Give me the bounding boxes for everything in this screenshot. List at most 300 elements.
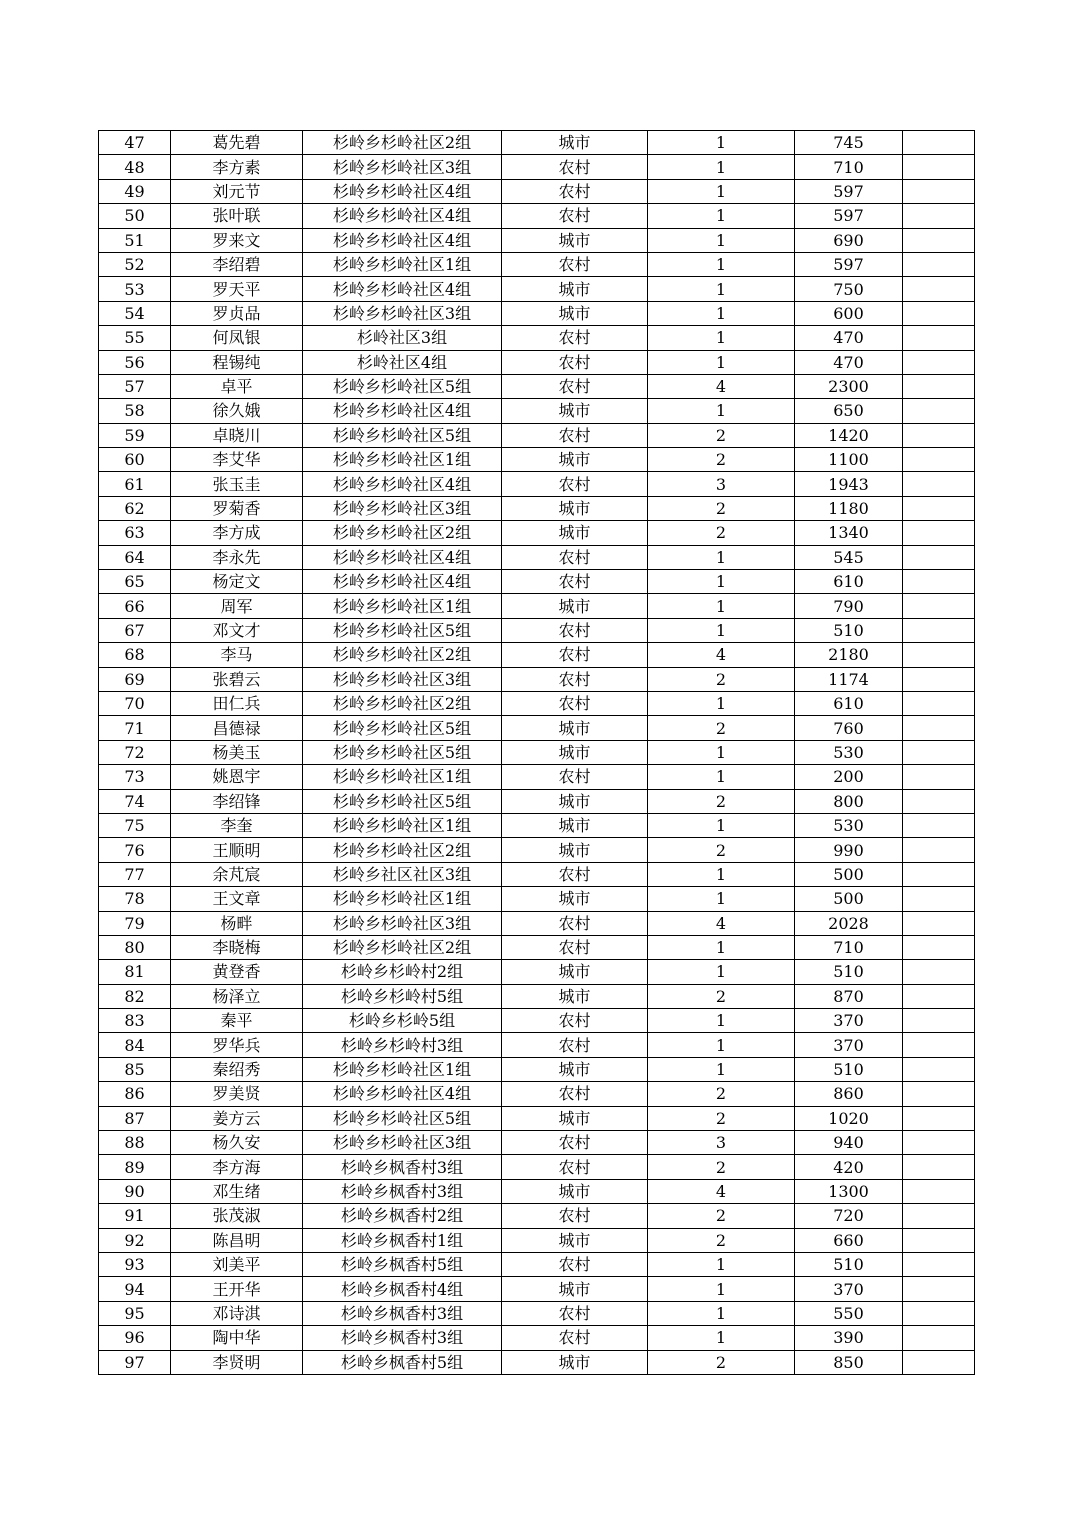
row-number-cell: 91 <box>99 1204 171 1228</box>
name-cell: 陈昌明 <box>171 1228 303 1252</box>
household-type-cell: 城市 <box>502 740 648 764</box>
address-cell: 杉岭乡杉岭社区3组 <box>303 1131 502 1155</box>
row-number-cell: 83 <box>99 1009 171 1033</box>
name-cell: 杨久安 <box>171 1131 303 1155</box>
name-cell: 刘元节 <box>171 179 303 203</box>
table-row <box>99 1350 975 1374</box>
address-cell: 杉岭乡枫香村5组 <box>303 1252 502 1276</box>
name-cell: 葛先碧 <box>171 131 303 155</box>
amount-cell: 790 <box>795 594 903 618</box>
row-number-cell: 64 <box>99 545 171 569</box>
name-cell: 罗贞品 <box>171 301 303 325</box>
row-number-cell: 53 <box>99 277 171 301</box>
row-number-cell: 68 <box>99 643 171 667</box>
remark-cell <box>903 1179 975 1203</box>
household-type-cell: 农村 <box>502 691 648 715</box>
remark-cell <box>903 545 975 569</box>
household-type-cell: 农村 <box>502 1204 648 1228</box>
table-row <box>99 789 975 813</box>
row-number-cell: 67 <box>99 618 171 642</box>
household-type-cell: 农村 <box>502 204 648 228</box>
remark-cell <box>903 179 975 203</box>
amount-cell: 1943 <box>795 472 903 496</box>
household-type-cell: 城市 <box>502 1106 648 1130</box>
person-count-cell: 2 <box>648 667 795 691</box>
person-count-cell: 1 <box>648 350 795 374</box>
amount-cell: 470 <box>795 326 903 350</box>
address-cell: 杉岭乡枫香村2组 <box>303 1204 502 1228</box>
amount-cell: 550 <box>795 1301 903 1325</box>
remark-cell <box>903 350 975 374</box>
household-type-cell: 农村 <box>502 643 648 667</box>
table-row <box>99 1204 975 1228</box>
row-number-cell: 52 <box>99 252 171 276</box>
name-cell: 张碧云 <box>171 667 303 691</box>
name-cell: 王顺明 <box>171 838 303 862</box>
household-type-cell: 农村 <box>502 179 648 203</box>
amount-cell: 500 <box>795 887 903 911</box>
address-cell: 杉岭乡杉岭社区1组 <box>303 887 502 911</box>
household-type-cell: 城市 <box>502 521 648 545</box>
person-count-cell: 1 <box>648 326 795 350</box>
person-count-cell: 1 <box>648 179 795 203</box>
remark-cell <box>903 740 975 764</box>
amount-cell: 370 <box>795 1009 903 1033</box>
amount-cell: 545 <box>795 545 903 569</box>
address-cell: 杉岭乡杉岭社区1组 <box>303 813 502 837</box>
remark-cell <box>903 131 975 155</box>
remark-cell <box>903 399 975 423</box>
person-count-cell: 2 <box>648 1106 795 1130</box>
address-cell: 杉岭乡杉岭社区4组 <box>303 399 502 423</box>
household-type-cell: 农村 <box>502 862 648 886</box>
name-cell: 王文章 <box>171 887 303 911</box>
remark-cell <box>903 765 975 789</box>
name-cell: 张茂淑 <box>171 1204 303 1228</box>
amount-cell: 2180 <box>795 643 903 667</box>
remark-cell <box>903 1204 975 1228</box>
name-cell: 张玉圭 <box>171 472 303 496</box>
name-cell: 徐久娥 <box>171 399 303 423</box>
address-cell: 杉岭乡杉岭社区2组 <box>303 691 502 715</box>
remark-cell <box>903 691 975 715</box>
table-row <box>99 472 975 496</box>
table-row <box>99 618 975 642</box>
household-type-cell: 城市 <box>502 496 648 520</box>
name-cell: 李奎 <box>171 813 303 837</box>
amount-cell: 750 <box>795 277 903 301</box>
address-cell: 杉岭乡杉岭社区1组 <box>303 448 502 472</box>
amount-cell: 530 <box>795 813 903 837</box>
person-count-cell: 3 <box>648 1131 795 1155</box>
row-number-cell: 80 <box>99 935 171 959</box>
remark-cell <box>903 1301 975 1325</box>
table-row <box>99 862 975 886</box>
row-number-cell: 94 <box>99 1277 171 1301</box>
remark-cell <box>903 1033 975 1057</box>
address-cell: 杉岭乡杉岭社区2组 <box>303 131 502 155</box>
row-number-cell: 48 <box>99 155 171 179</box>
table-row <box>99 277 975 301</box>
address-cell: 杉岭乡杉岭社区4组 <box>303 228 502 252</box>
address-cell: 杉岭乡枫香村3组 <box>303 1326 502 1350</box>
remark-cell <box>903 935 975 959</box>
remark-cell <box>903 667 975 691</box>
person-count-cell: 4 <box>648 1179 795 1203</box>
table-row <box>99 1301 975 1325</box>
household-type-cell: 农村 <box>502 252 648 276</box>
row-number-cell: 71 <box>99 716 171 740</box>
row-number-cell: 96 <box>99 1326 171 1350</box>
remark-cell <box>903 301 975 325</box>
remark-cell <box>903 1155 975 1179</box>
address-cell: 杉岭乡杉岭社区4组 <box>303 472 502 496</box>
remark-cell <box>903 1228 975 1252</box>
remark-cell <box>903 228 975 252</box>
table-row <box>99 740 975 764</box>
amount-cell: 1174 <box>795 667 903 691</box>
name-cell: 罗美贤 <box>171 1082 303 1106</box>
table-row <box>99 960 975 984</box>
row-number-cell: 66 <box>99 594 171 618</box>
address-cell: 杉岭乡杉岭5组 <box>303 1009 502 1033</box>
address-cell: 杉岭乡杉岭社区3组 <box>303 667 502 691</box>
household-type-cell: 城市 <box>502 228 648 252</box>
household-type-cell: 农村 <box>502 545 648 569</box>
amount-cell: 500 <box>795 862 903 886</box>
row-number-cell: 93 <box>99 1252 171 1276</box>
person-count-cell: 1 <box>648 228 795 252</box>
name-cell: 余芃宸 <box>171 862 303 886</box>
table-row <box>99 1057 975 1081</box>
row-number-cell: 81 <box>99 960 171 984</box>
amount-cell: 850 <box>795 1350 903 1374</box>
household-type-cell: 农村 <box>502 472 648 496</box>
amount-cell: 1340 <box>795 521 903 545</box>
remark-cell <box>903 643 975 667</box>
amount-cell: 610 <box>795 691 903 715</box>
row-number-cell: 49 <box>99 179 171 203</box>
address-cell: 杉岭乡杉岭村3组 <box>303 1033 502 1057</box>
person-count-cell: 1 <box>648 960 795 984</box>
table-row <box>99 1131 975 1155</box>
address-cell: 杉岭乡杉岭社区4组 <box>303 570 502 594</box>
household-type-cell: 农村 <box>502 1082 648 1106</box>
remark-cell <box>903 204 975 228</box>
address-cell: 杉岭乡杉岭社区5组 <box>303 740 502 764</box>
remark-cell <box>903 911 975 935</box>
name-cell: 李贤明 <box>171 1350 303 1374</box>
amount-cell: 1100 <box>795 448 903 472</box>
person-count-cell: 1 <box>648 1009 795 1033</box>
remark-cell <box>903 1277 975 1301</box>
row-number-cell: 63 <box>99 521 171 545</box>
address-cell: 杉岭乡杉岭社区4组 <box>303 1082 502 1106</box>
person-count-cell: 1 <box>648 204 795 228</box>
person-count-cell: 2 <box>648 984 795 1008</box>
address-cell: 杉岭乡杉岭社区5组 <box>303 716 502 740</box>
table-row <box>99 1179 975 1203</box>
remark-cell <box>903 862 975 886</box>
amount-cell: 2028 <box>795 911 903 935</box>
household-type-cell: 城市 <box>502 984 648 1008</box>
person-count-cell: 1 <box>648 277 795 301</box>
name-cell: 王开华 <box>171 1277 303 1301</box>
name-cell: 李绍锋 <box>171 789 303 813</box>
amount-cell: 597 <box>795 179 903 203</box>
name-cell: 李方素 <box>171 155 303 179</box>
person-count-cell: 2 <box>648 789 795 813</box>
remark-cell <box>903 618 975 642</box>
name-cell: 李永先 <box>171 545 303 569</box>
name-cell: 卓平 <box>171 374 303 398</box>
amount-cell: 200 <box>795 765 903 789</box>
table-row <box>99 691 975 715</box>
person-count-cell: 1 <box>648 1033 795 1057</box>
table-row <box>99 667 975 691</box>
table-row <box>99 594 975 618</box>
household-type-cell: 农村 <box>502 570 648 594</box>
table-row <box>99 643 975 667</box>
household-type-cell: 城市 <box>502 716 648 740</box>
name-cell: 罗天平 <box>171 277 303 301</box>
remark-cell <box>903 326 975 350</box>
address-cell: 杉岭乡枫香村5组 <box>303 1350 502 1374</box>
address-cell: 杉岭乡杉岭社区5组 <box>303 789 502 813</box>
row-number-cell: 72 <box>99 740 171 764</box>
row-number-cell: 73 <box>99 765 171 789</box>
table-row <box>99 1009 975 1033</box>
row-number-cell: 86 <box>99 1082 171 1106</box>
household-type-cell: 农村 <box>502 374 648 398</box>
address-cell: 杉岭乡杉岭社区1组 <box>303 252 502 276</box>
name-cell: 杨畔 <box>171 911 303 935</box>
person-count-cell: 2 <box>648 838 795 862</box>
name-cell: 昌德禄 <box>171 716 303 740</box>
row-number-cell: 90 <box>99 1179 171 1203</box>
name-cell: 杨美玉 <box>171 740 303 764</box>
table-body <box>99 131 975 1375</box>
table-row <box>99 204 975 228</box>
table-row <box>99 1106 975 1130</box>
row-number-cell: 77 <box>99 862 171 886</box>
remark-cell <box>903 496 975 520</box>
name-cell: 刘美平 <box>171 1252 303 1276</box>
person-count-cell: 2 <box>648 1228 795 1252</box>
amount-cell: 720 <box>795 1204 903 1228</box>
amount-cell: 860 <box>795 1082 903 1106</box>
row-number-cell: 88 <box>99 1131 171 1155</box>
row-number-cell: 69 <box>99 667 171 691</box>
table-row <box>99 1326 975 1350</box>
amount-cell: 745 <box>795 131 903 155</box>
name-cell: 李艾华 <box>171 448 303 472</box>
remark-cell <box>903 1350 975 1374</box>
name-cell: 秦绍秀 <box>171 1057 303 1081</box>
table-row <box>99 496 975 520</box>
household-type-cell: 农村 <box>502 1301 648 1325</box>
person-count-cell: 3 <box>648 472 795 496</box>
household-type-cell: 城市 <box>502 1350 648 1374</box>
address-cell: 杉岭乡杉岭社区5组 <box>303 1106 502 1130</box>
address-cell: 杉岭乡杉岭社区3组 <box>303 301 502 325</box>
amount-cell: 510 <box>795 1057 903 1081</box>
amount-cell: 800 <box>795 789 903 813</box>
table-row <box>99 1033 975 1057</box>
person-count-cell: 1 <box>648 935 795 959</box>
name-cell: 杨泽立 <box>171 984 303 1008</box>
household-type-cell: 农村 <box>502 326 648 350</box>
person-count-cell: 1 <box>648 301 795 325</box>
person-count-cell: 2 <box>648 423 795 447</box>
household-type-cell: 城市 <box>502 1057 648 1081</box>
name-cell: 姜方云 <box>171 1106 303 1130</box>
row-number-cell: 79 <box>99 911 171 935</box>
person-count-cell: 2 <box>648 1204 795 1228</box>
row-number-cell: 92 <box>99 1228 171 1252</box>
table-row <box>99 1252 975 1276</box>
name-cell: 卓晓川 <box>171 423 303 447</box>
table-row <box>99 1277 975 1301</box>
row-number-cell: 62 <box>99 496 171 520</box>
address-cell: 杉岭乡杉岭社区2组 <box>303 643 502 667</box>
household-type-cell: 城市 <box>502 887 648 911</box>
table-row <box>99 448 975 472</box>
person-count-cell: 2 <box>648 1082 795 1106</box>
amount-cell: 420 <box>795 1155 903 1179</box>
row-number-cell: 54 <box>99 301 171 325</box>
address-cell: 杉岭乡杉岭社区5组 <box>303 374 502 398</box>
remark-cell <box>903 521 975 545</box>
row-number-cell: 55 <box>99 326 171 350</box>
address-cell: 杉岭乡杉岭社区1组 <box>303 765 502 789</box>
name-cell: 杨定文 <box>171 570 303 594</box>
person-count-cell: 4 <box>648 643 795 667</box>
row-number-cell: 87 <box>99 1106 171 1130</box>
row-number-cell: 61 <box>99 472 171 496</box>
amount-cell: 370 <box>795 1033 903 1057</box>
person-count-cell: 1 <box>648 740 795 764</box>
name-cell: 何凤银 <box>171 326 303 350</box>
amount-cell: 610 <box>795 570 903 594</box>
address-cell: 杉岭乡杉岭社区5组 <box>303 618 502 642</box>
remark-cell <box>903 1326 975 1350</box>
household-type-cell: 城市 <box>502 277 648 301</box>
amount-cell: 1420 <box>795 423 903 447</box>
amount-cell: 2300 <box>795 374 903 398</box>
address-cell: 杉岭乡杉岭社区4组 <box>303 545 502 569</box>
table-row <box>99 252 975 276</box>
name-cell: 罗来文 <box>171 228 303 252</box>
household-type-cell: 城市 <box>502 789 648 813</box>
row-number-cell: 85 <box>99 1057 171 1081</box>
remark-cell <box>903 1131 975 1155</box>
address-cell: 杉岭乡枫香村3组 <box>303 1179 502 1203</box>
table-row <box>99 326 975 350</box>
household-type-cell: 城市 <box>502 838 648 862</box>
remark-cell <box>903 374 975 398</box>
row-number-cell: 97 <box>99 1350 171 1374</box>
table-row <box>99 131 975 155</box>
amount-cell: 530 <box>795 740 903 764</box>
household-type-cell: 农村 <box>502 1326 648 1350</box>
row-number-cell: 56 <box>99 350 171 374</box>
household-type-cell: 城市 <box>502 594 648 618</box>
address-cell: 杉岭乡杉岭社区1组 <box>303 594 502 618</box>
table-row <box>99 570 975 594</box>
name-cell: 田仁兵 <box>171 691 303 715</box>
table-row <box>99 301 975 325</box>
amount-cell: 370 <box>795 1277 903 1301</box>
address-cell: 杉岭乡杉岭村2组 <box>303 960 502 984</box>
address-cell: 杉岭乡杉岭社区2组 <box>303 838 502 862</box>
household-type-cell: 城市 <box>502 1179 648 1203</box>
person-count-cell: 1 <box>648 545 795 569</box>
row-number-cell: 50 <box>99 204 171 228</box>
address-cell: 杉岭乡杉岭社区4组 <box>303 277 502 301</box>
remark-cell <box>903 277 975 301</box>
address-cell: 杉岭乡杉岭社区1组 <box>303 1057 502 1081</box>
name-cell: 李方成 <box>171 521 303 545</box>
name-cell: 程锡纯 <box>171 350 303 374</box>
row-number-cell: 70 <box>99 691 171 715</box>
person-count-cell: 1 <box>648 887 795 911</box>
name-cell: 邓生绪 <box>171 1179 303 1203</box>
remark-cell <box>903 789 975 813</box>
household-type-cell: 农村 <box>502 911 648 935</box>
remark-cell <box>903 423 975 447</box>
row-number-cell: 57 <box>99 374 171 398</box>
remark-cell <box>903 838 975 862</box>
name-cell: 罗菊香 <box>171 496 303 520</box>
person-count-cell: 2 <box>648 448 795 472</box>
person-count-cell: 1 <box>648 570 795 594</box>
amount-cell: 990 <box>795 838 903 862</box>
household-type-cell: 农村 <box>502 618 648 642</box>
household-type-cell: 农村 <box>502 1131 648 1155</box>
name-cell: 周军 <box>171 594 303 618</box>
remark-cell <box>903 716 975 740</box>
remark-cell <box>903 984 975 1008</box>
address-cell: 杉岭乡杉岭村5组 <box>303 984 502 1008</box>
name-cell: 李绍碧 <box>171 252 303 276</box>
name-cell: 李晓梅 <box>171 935 303 959</box>
remark-cell <box>903 594 975 618</box>
person-count-cell: 1 <box>648 1277 795 1301</box>
amount-cell: 690 <box>795 228 903 252</box>
household-type-cell: 农村 <box>502 765 648 789</box>
household-type-cell: 农村 <box>502 350 648 374</box>
amount-cell: 1300 <box>795 1179 903 1203</box>
household-type-cell: 农村 <box>502 935 648 959</box>
name-cell: 黄登香 <box>171 960 303 984</box>
amount-cell: 650 <box>795 399 903 423</box>
amount-cell: 600 <box>795 301 903 325</box>
person-count-cell: 1 <box>648 1326 795 1350</box>
person-count-cell: 4 <box>648 374 795 398</box>
amount-cell: 510 <box>795 618 903 642</box>
row-number-cell: 51 <box>99 228 171 252</box>
row-number-cell: 59 <box>99 423 171 447</box>
table-row <box>99 545 975 569</box>
person-count-cell: 1 <box>648 813 795 837</box>
person-count-cell: 1 <box>648 399 795 423</box>
name-cell: 邓文才 <box>171 618 303 642</box>
row-number-cell: 76 <box>99 838 171 862</box>
row-number-cell: 78 <box>99 887 171 911</box>
household-type-cell: 城市 <box>502 1277 648 1301</box>
table-row <box>99 838 975 862</box>
